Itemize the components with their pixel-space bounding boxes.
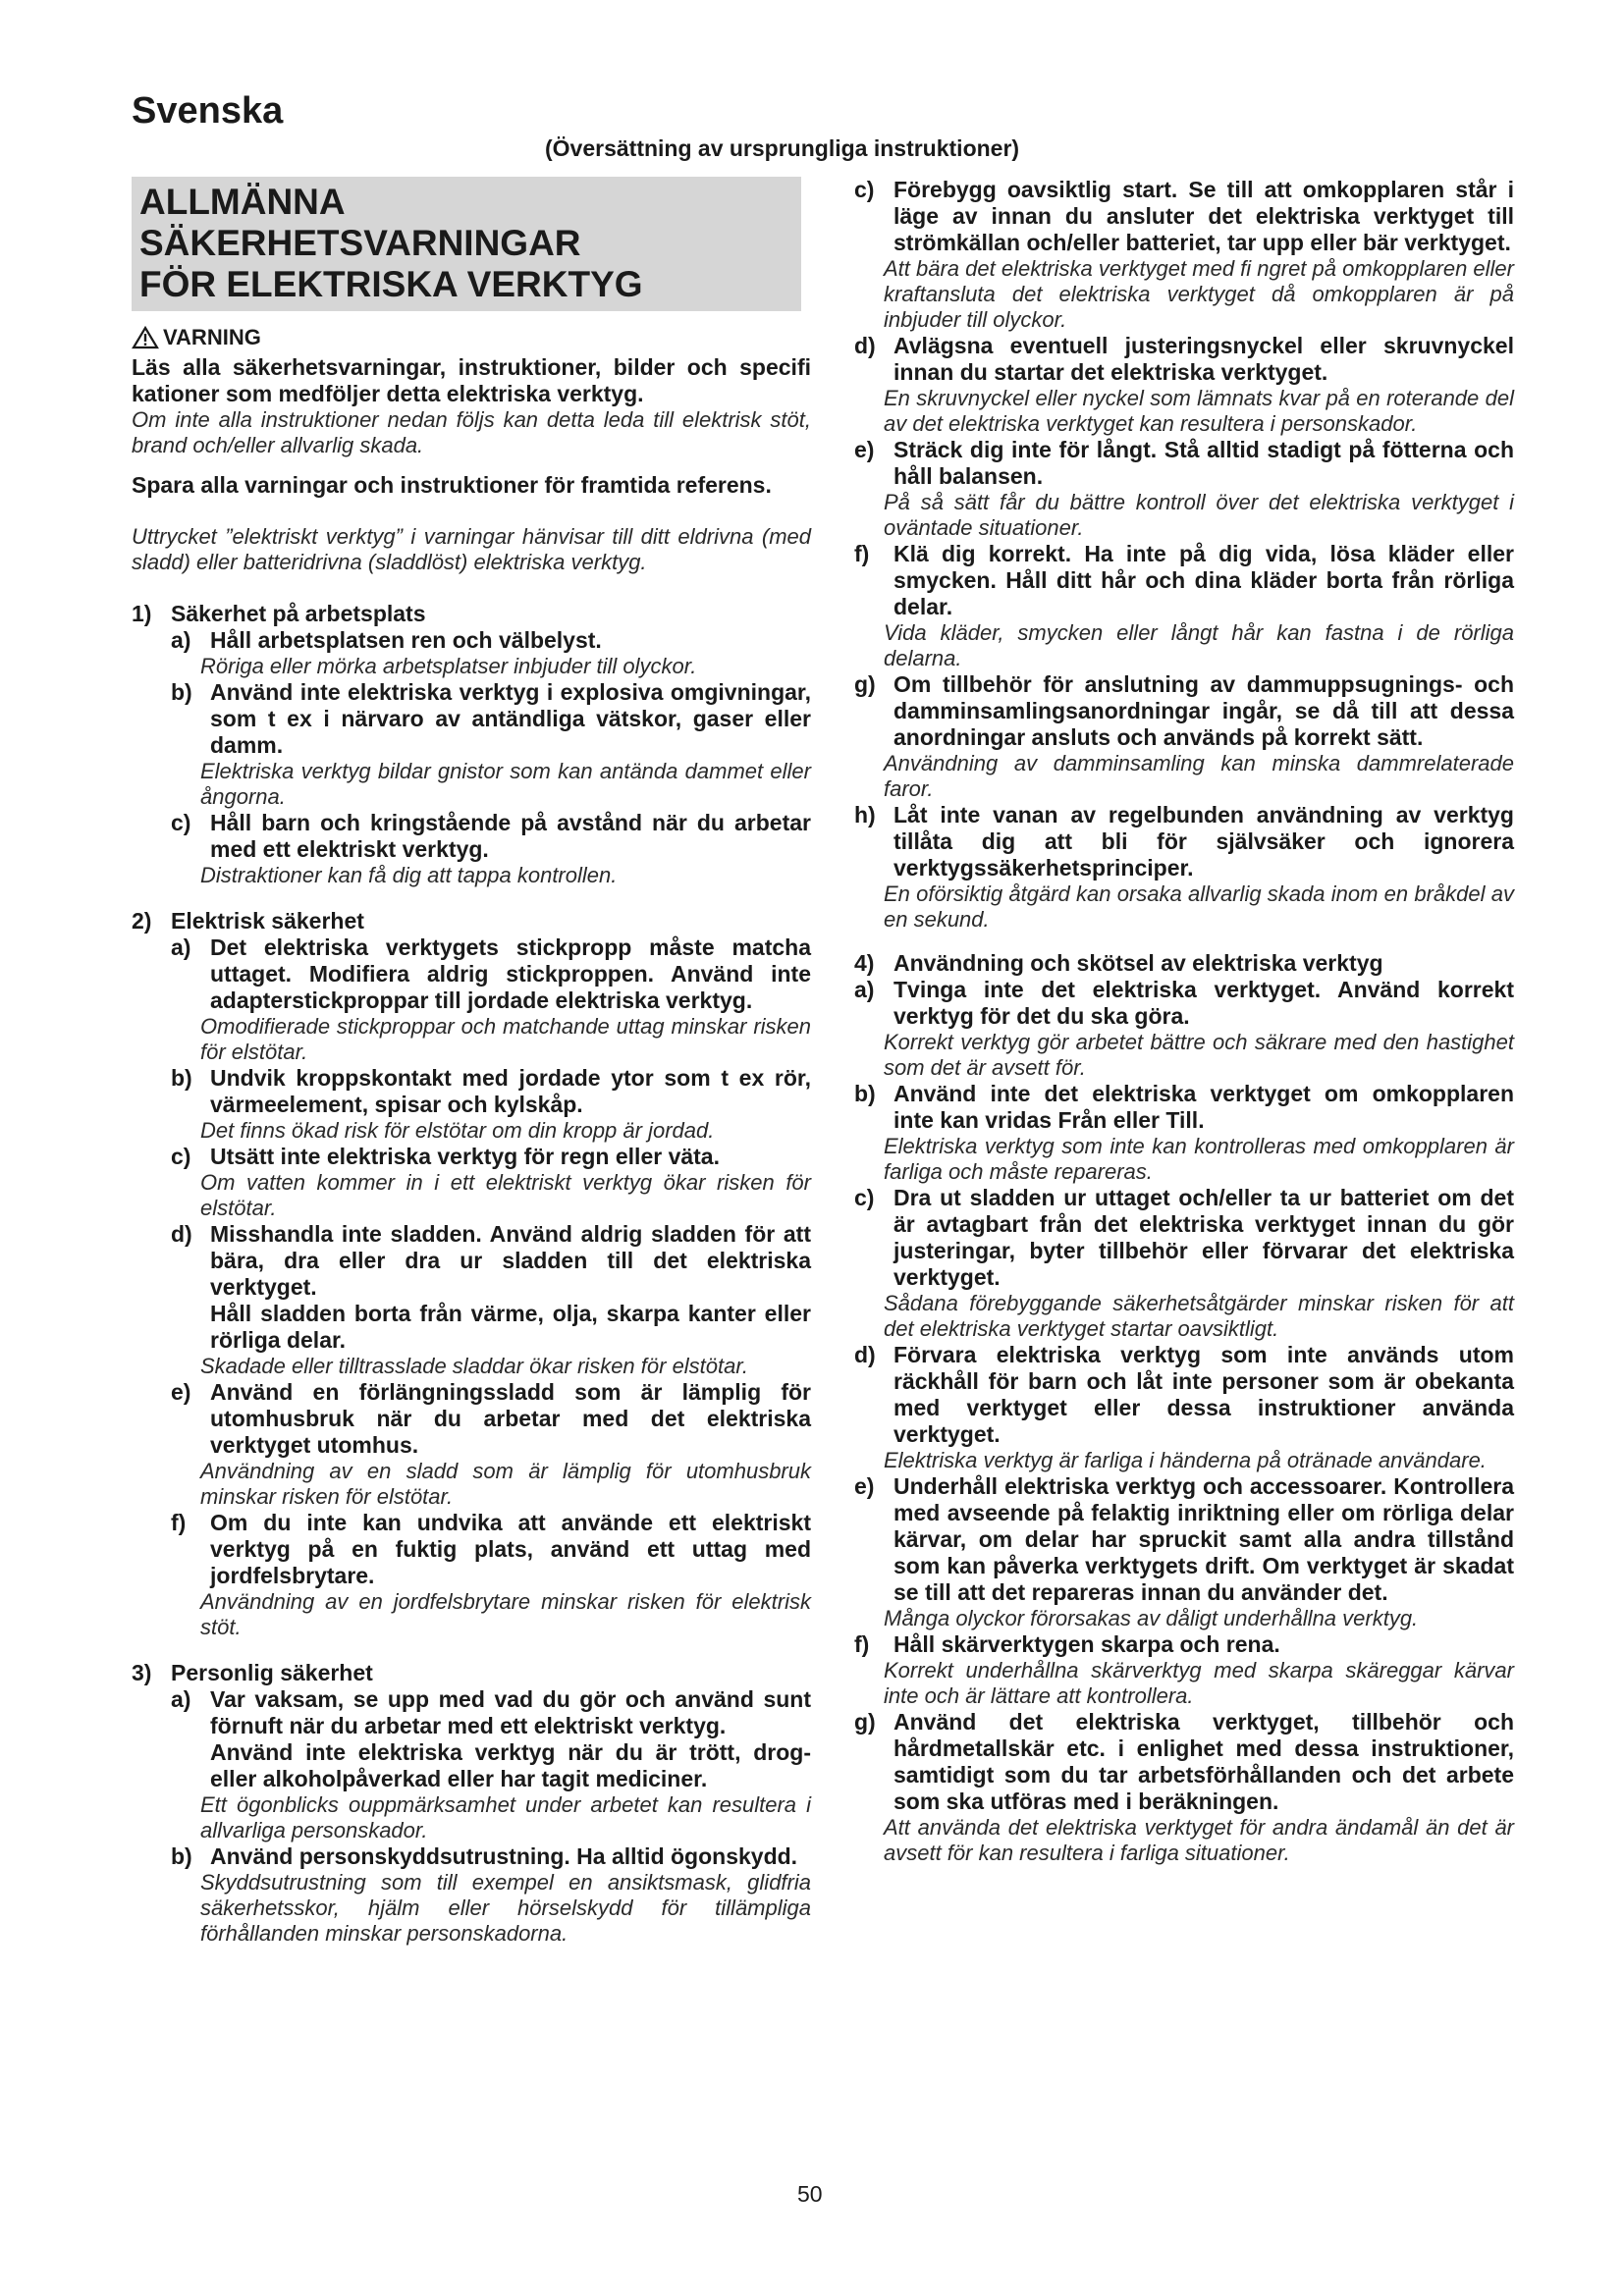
item-italic: Distraktioner kan få dig att tappa kontrollen. [200, 863, 618, 887]
item-italic: En oförsiktig åtgärd kan orsaka allvarlig skada inom en bråkdel av en sekund. [884, 881, 1514, 932]
warning-text-bold: Läs alla säkerhetsvarningar, instruktioner, bilder och specifi kationer som medföljer detta elektriska verktyg. [132, 354, 811, 406]
item-italic: Ett ögonblicks ouppmärksamhet under arbetet kan resultera i allvarliga personskador. [200, 1792, 811, 1842]
list-item [854, 1185, 1514, 1342]
list-item [171, 934, 811, 1065]
warning-label: VARNING [163, 325, 261, 349]
item-italic: Sådana förebyggande säkerhetsåtgärder minskar risken för att det elektriska verktyget startar oavsiktligt. [884, 1291, 1514, 1341]
item-bold: Misshandla inte sladden. Använd aldrig sladden för att bära, dra eller dra ur sladden till det elektriska verktyget. [210, 1221, 811, 1300]
item-bold: Använd inte det elektriska verktyget om omkopplaren inte kan vridas Från eller Till. [893, 1081, 1514, 1133]
item-label: h) [854, 802, 876, 828]
item-bold: Dra ut sladden ur uttaget och/eller ta ur batteriet om det är avtagbart från det elektriska verktyget innan du gör justeringar, byter tillbehör eller förvarar det elektriska verktyget. [893, 1185, 1514, 1290]
list-item [854, 977, 1514, 1081]
item-italic: Användning av en sladd som är lämplig för utomhusbruk minskar risken för elstötar. [200, 1459, 811, 1509]
item-bold: Klä dig korrekt. Ha inte på dig vida, lösa kläder eller smycken. Håll ditt hår och dina kläder borta från rörliga delar. [893, 541, 1514, 619]
group-title: Elektrisk säkerhet [171, 908, 364, 934]
item-label: g) [854, 1709, 876, 1735]
item-italic: Att använda det elektriska verktyget för andra ändamål än det är avsett för kan resultera i farliga situationer. [884, 1815, 1514, 1865]
item-label: b) [171, 679, 192, 705]
item-italic: Om vatten kommer in i ett elektriskt verktyg ökar risken för elstötar. [200, 1170, 811, 1220]
item-bold: Låt inte vanan av regelbunden användning av verktyg tillåta dig att bli för självsäker och ignorera verktygssäkerhetsprinciper. [893, 802, 1514, 881]
item-label: f) [854, 1631, 870, 1657]
page-number: 50 [797, 2181, 823, 2207]
item-label: f) [854, 541, 870, 566]
item-italic: Skyddsutrustning som till exempel en ansiktsmask, glidfria säkerhetsskor, hjälm eller hörselskydd för tillämpliga förhållanden minskar personskadorna. [200, 1870, 811, 1946]
group-number: 2) [132, 908, 152, 934]
item-label: e) [854, 1473, 875, 1499]
item-bold: Använd personskyddsutrustning. Ha alltid ögonskydd. [210, 1843, 798, 1869]
group-title: Personlig säkerhet [171, 1660, 373, 1685]
item-bold: Använd inte elektriska verktyg i explosiva omgivningar, som t ex i närvaro av antändliga vätskor, gaser eller damm. [210, 679, 811, 758]
item-bold: Tvinga inte det elektriska verktyget. Använd korrekt verktyg för det du ska göra. [893, 977, 1514, 1029]
item-label: b) [171, 1065, 192, 1091]
list-item [854, 541, 1514, 671]
group-title: Säkerhet på arbetsplats [171, 601, 426, 626]
item-label: a) [171, 934, 191, 960]
item-label: c) [854, 1185, 875, 1210]
list-item [854, 1081, 1514, 1185]
group-personal-safety-continued [854, 177, 1514, 933]
list-item [171, 1379, 811, 1510]
item-label: c) [854, 177, 875, 202]
item-label: g) [854, 671, 876, 697]
list-item [854, 1342, 1514, 1473]
item-label: c) [171, 1144, 191, 1169]
list-item [854, 802, 1514, 933]
item-bold: Om du inte kan undvika att använde ett elektriskt verktyg på en fuktig plats, använd ett uttag med jordfelsbrytare. [210, 1510, 811, 1588]
item-italic: Elektriska verktyg som inte kan kontrolleras med omkopplaren är farliga och måste repareras. [884, 1134, 1514, 1184]
list-item [171, 1510, 811, 1640]
item-bold: Förvara elektriska verktyg som inte används utom räckhåll för barn och låt inte personer som är obekanta med verktyget eller dessa instruktioner använda verktyget. [893, 1342, 1514, 1447]
list-item [171, 1065, 811, 1144]
list-item [171, 1686, 811, 1843]
list-item [171, 1221, 811, 1379]
item-bold: Håll skärverktygen skarpa och rena. [893, 1631, 1280, 1657]
list-item [854, 177, 1514, 333]
group-title: Användning och skötsel av elektriska verktyg [893, 950, 1383, 976]
group-number: 3) [132, 1660, 152, 1685]
item-italic: En skruvnyckel eller nyckel som lämnats kvar på en roterande del av det elektriska verktyget kan resultera i personskador. [884, 386, 1514, 436]
item-bold: Det elektriska verktygets stickpropp måste matcha uttaget. Modifiera aldrig stickproppen. Använd inte adapterstickproppar till jordade elektriska verktyg. [210, 934, 811, 1013]
translation-subtitle: (Översättning av ursprungliga instruktioner) [545, 135, 1020, 161]
list-item [171, 810, 811, 888]
item-label: a) [171, 627, 191, 653]
section-title-line1: ALLMÄNNA SÄKERHETSVARNINGAR [139, 182, 581, 263]
item-bold: Använd det elektriska verktyget, tillbehör och hårdmetallskär etc. i enlighet med dessa instruktioner, samtidigt som du tar arbetsförhållanden och det arbete som ska utföras med i beräkningen. [893, 1709, 1514, 1814]
left-column [132, 177, 811, 1966]
item-label: f) [171, 1510, 187, 1535]
item-bold-2: Använd inte elektriska verktyg när du är trött, drog- eller alkoholpåverkad eller har tagit mediciner. [210, 1739, 811, 1791]
item-label: b) [854, 1081, 876, 1106]
item-bold: Undvik kroppskontakt med jordade ytor som t ex rör, värmeelement, spisar och kylskåp. [210, 1065, 811, 1117]
item-label: d) [171, 1221, 192, 1247]
item-label: d) [854, 333, 876, 358]
item-italic: Användning av en jordfelsbrytare minskar risken för elektrisk stöt. [200, 1589, 811, 1639]
item-italic: Omodifierade stickproppar och matchande uttag minskar risken för elstötar. [200, 1014, 811, 1064]
group-number: 1) [132, 601, 152, 626]
list-item [854, 1631, 1514, 1709]
language-heading: Svenska [132, 90, 284, 132]
item-label: e) [854, 437, 875, 462]
item-bold-2: Håll sladden borta från värme, olja, skarpa kanter eller rörliga delar. [210, 1301, 811, 1353]
item-italic: Vida kläder, smycken eller långt hår kan fastna i de rörliga delarna. [884, 620, 1514, 670]
item-italic: Korrekt verktyg gör arbetet bättre och säkrare med den hastighet som det är avsett för. [884, 1030, 1514, 1080]
group-personal-safety [132, 1660, 811, 1947]
warning-text-italic: Om inte alla instruktioner nedan följs kan detta leda till elektrisk stöt, brand och/eller allvarlig skada. [132, 407, 811, 457]
item-italic: Skadade eller tilltrasslade sladdar ökar risken för elstötar. [200, 1354, 749, 1378]
group-number: 4) [854, 950, 875, 976]
item-italic: Användning av damminsamling kan minska dammrelaterade faror. [884, 751, 1514, 801]
item-italic: Många olyckor förorsakas av dåligt underhållna verktyg. [884, 1606, 1419, 1630]
group-work-area-safety [132, 601, 811, 888]
list-item [854, 1473, 1514, 1631]
group-tool-use-and-care [854, 950, 1514, 1866]
item-bold: Håll barn och kringstående på avstånd när du arbetar med ett elektriskt verktyg. [210, 810, 811, 862]
item-italic: Korrekt underhållna skärverktyg med skarpa skäreggar kärvar inte och är lättare att kontrollera. [884, 1658, 1514, 1708]
list-item [854, 1709, 1514, 1866]
item-bold: Sträck dig inte för långt. Stå alltid stadigt på fötterna och håll balansen. [893, 437, 1514, 489]
definition-text: Uttrycket ”elektriskt verktyg” i varningar hänvisar till ditt eldrivna (med sladd) eller batteridrivna (sladdlöst) elektriska verktyg. [132, 524, 811, 574]
item-bold: Använd en förlängningssladd som är lämplig för utomhusbruk när du arbetar med det elektriska verktyget utomhus. [210, 1379, 811, 1458]
item-bold: Håll arbetsplatsen ren och välbelyst. [210, 627, 602, 653]
list-item [854, 333, 1514, 437]
list-item [171, 627, 811, 679]
item-label: d) [854, 1342, 876, 1367]
item-italic: På så sätt får du bättre kontroll över det elektriska verktyget i oväntade situationer. [884, 490, 1514, 540]
item-bold: Underhåll elektriska verktyg och accessoarer. Kontrollera med avseende på felaktig inriktning eller om rörliga delar kärvar, om delar har spruckit samt alla andra tillstånd som kan påverka verktygets drift. Om verktyget är skadat se till att det repareras innan du använder det. [893, 1473, 1514, 1605]
item-label: a) [171, 1686, 191, 1712]
warning-triangle-icon [132, 326, 159, 349]
group-electrical-safety [132, 908, 811, 1640]
item-bold: Förebygg oavsiktlig start. Se till att omkopplaren står i läge av innan du ansluter det elektriska verktyget till strömkällan och/eller batteriet, tar upp eller bär verktyget. [893, 177, 1514, 255]
item-label: e) [171, 1379, 191, 1405]
item-label: c) [171, 810, 191, 835]
item-label: b) [171, 1843, 192, 1869]
item-italic: Att bära det elektriska verktyget med fi ngret på omkopplaren eller kraftansluta det elektriska verktyget då omkopplaren är på inbjuder till olyckor. [884, 256, 1514, 332]
item-italic: Det finns ökad risk för elstötar om din kropp är jordad. [200, 1118, 715, 1143]
warning-row [132, 325, 811, 350]
section-title-line2: FÖR ELEKTRISKA VERKTYG [139, 264, 643, 304]
item-italic: Elektriska verktyg är farliga i händerna på otränade användare. [884, 1448, 1487, 1472]
list-item [854, 671, 1514, 802]
item-bold: Avlägsna eventuell justeringsnyckel eller skruvnyckel innan du startar det elektriska verktyget. [893, 333, 1514, 385]
list-item [171, 1144, 811, 1221]
list-item [171, 1843, 811, 1947]
right-column [854, 177, 1514, 1886]
item-bold: Utsätt inte elektriska verktyg för regn eller väta. [210, 1144, 720, 1169]
list-item [854, 437, 1514, 541]
section-title-box [132, 177, 801, 311]
item-bold: Var vaksam, se upp med vad du gör och använd sunt förnuft när du arbetar med ett elektriskt verktyg. [210, 1686, 811, 1738]
save-instructions-text: Spara alla varningar och instruktioner för framtida referens. [132, 472, 772, 498]
item-italic: Röriga eller mörka arbetsplatser inbjuder till olyckor. [200, 654, 697, 678]
item-label: a) [854, 977, 875, 1002]
list-item [171, 679, 811, 810]
item-bold: Om tillbehör för anslutning av dammuppsugnings- och damminsamlingsanordningar ingår, se då till att dessa anordningar ansluts och används på korrekt sätt. [893, 671, 1514, 750]
item-italic: Elektriska verktyg bildar gnistor som kan antända dammet eller ångorna. [200, 759, 811, 809]
